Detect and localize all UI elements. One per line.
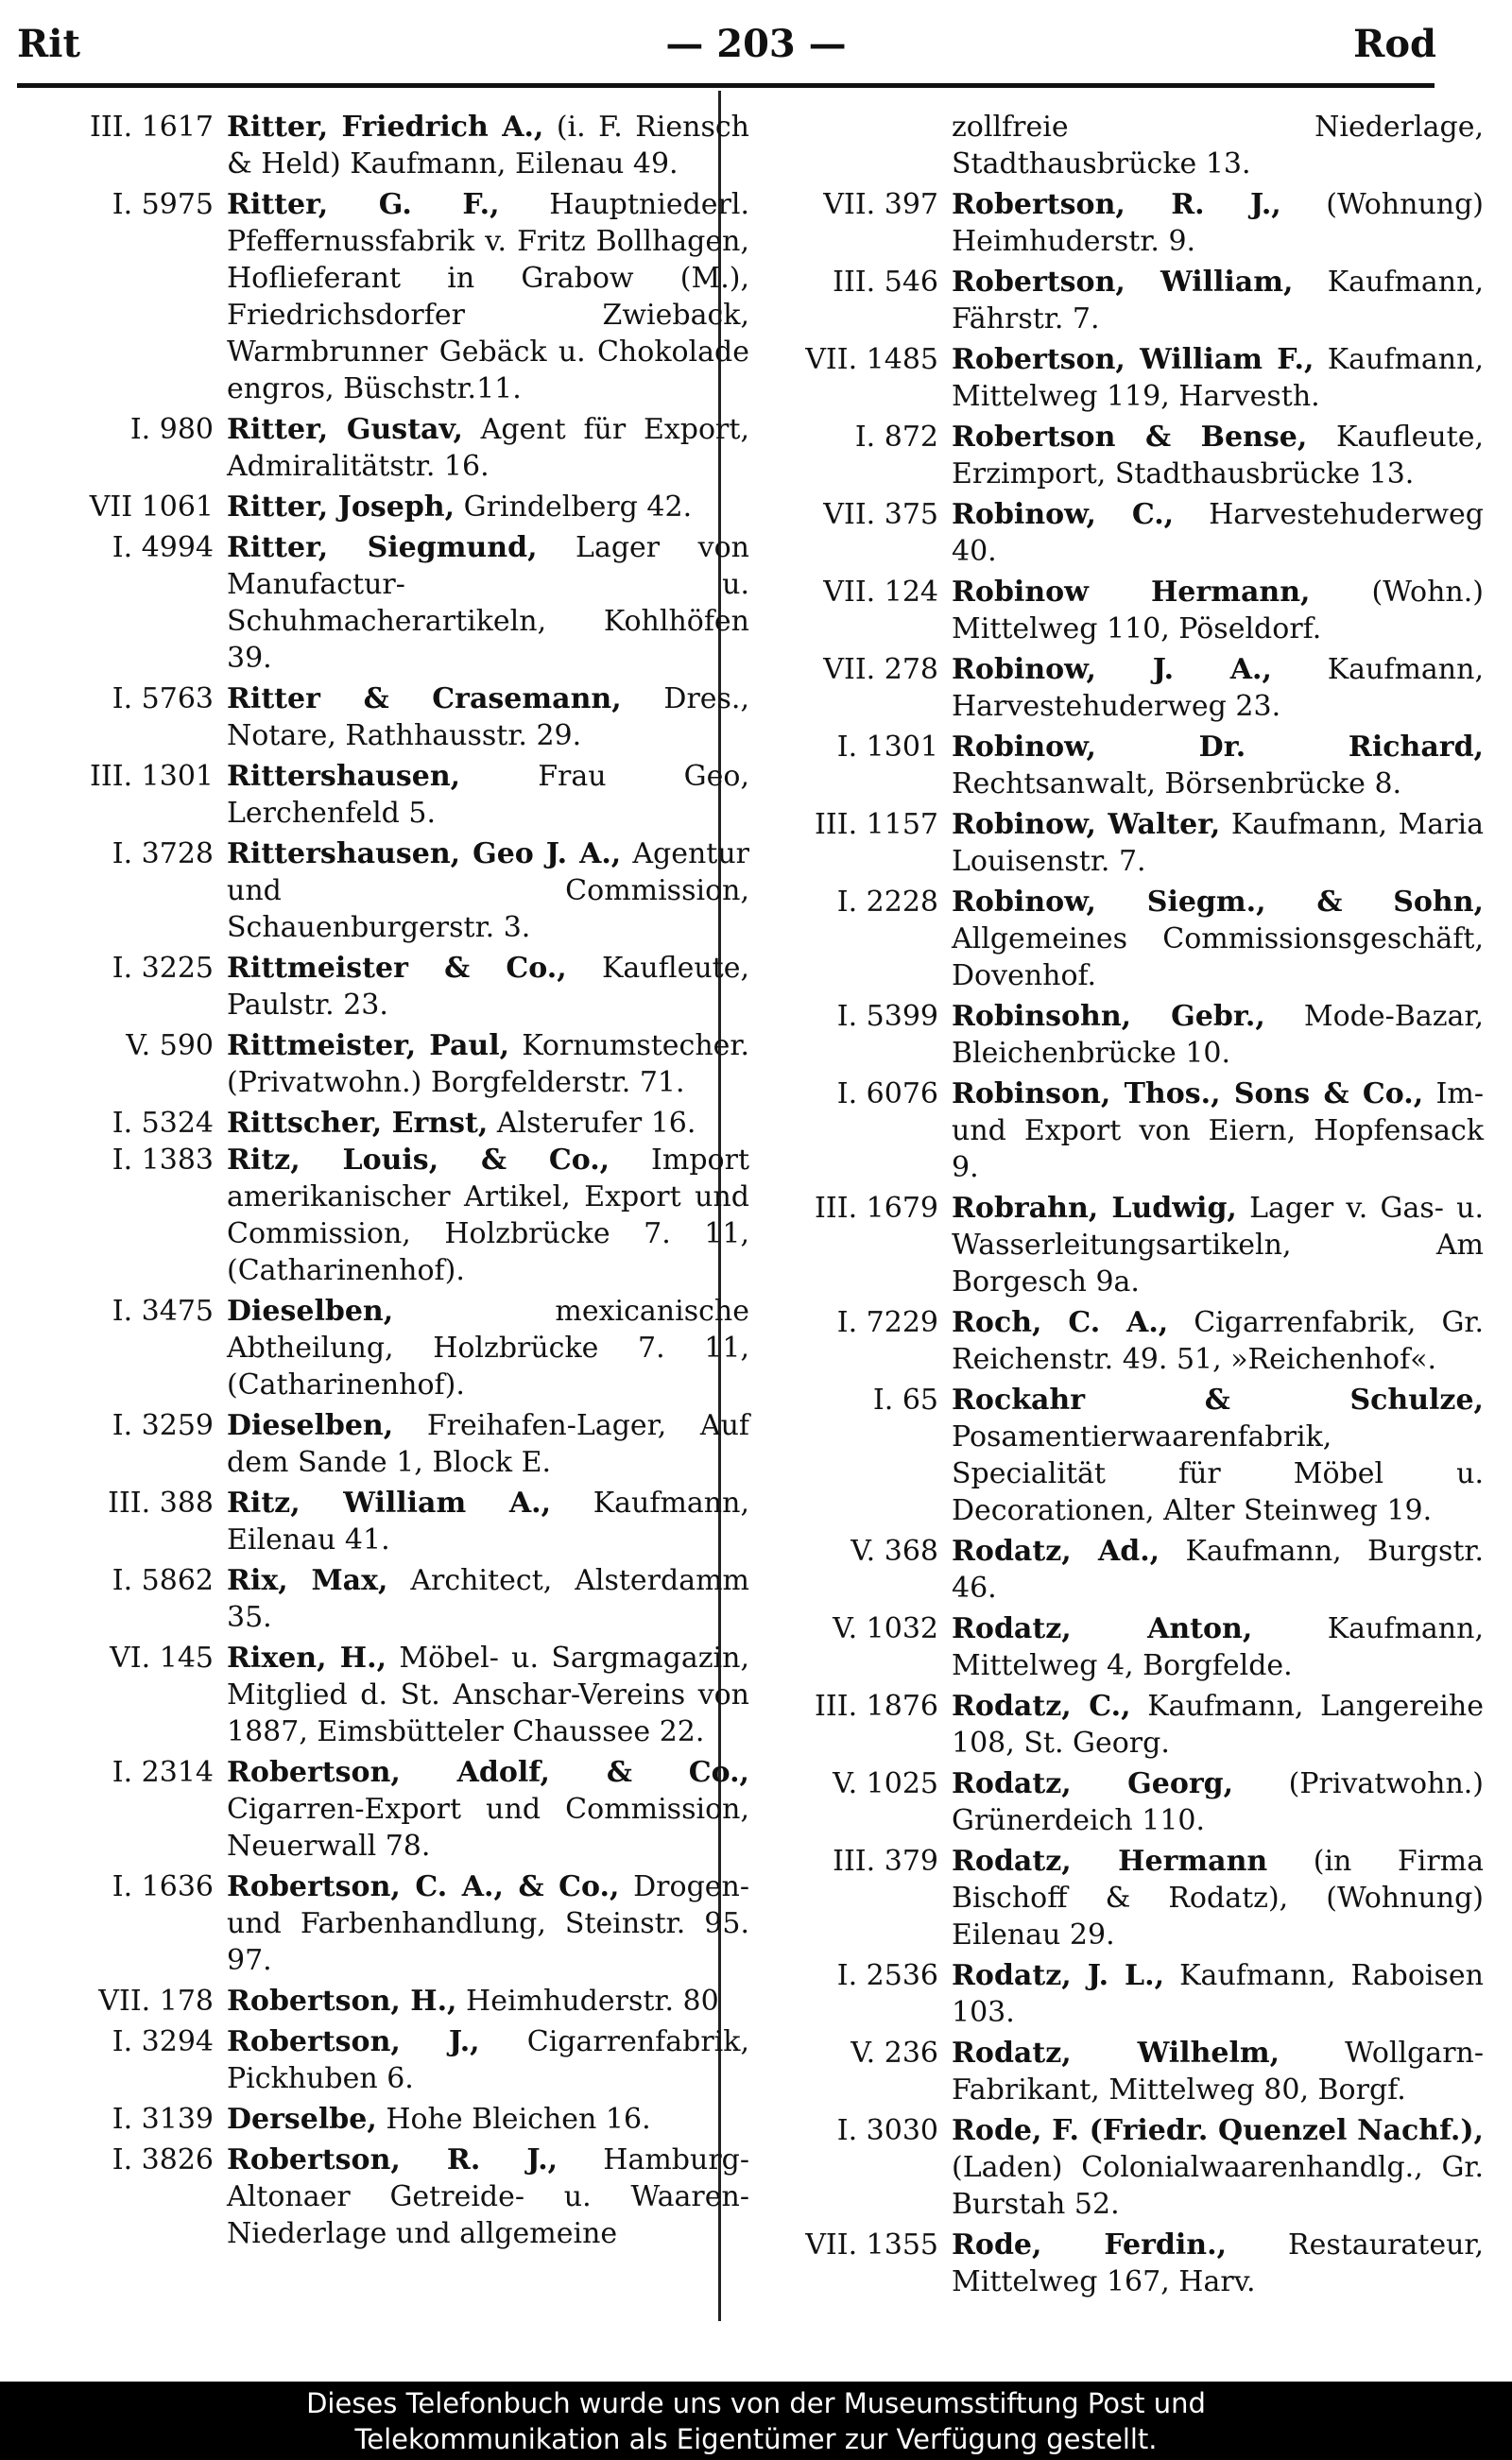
phone-number: III. 546 — [833, 266, 938, 299]
entry-text — [227, 1754, 749, 1865]
phone-number: V. 236 — [850, 2037, 938, 2070]
subscriber-name: Rodatz, Georg, — [952, 1767, 1234, 1800]
header-rule — [17, 83, 1435, 88]
subscriber-name: Derselbe, — [227, 2103, 377, 2136]
subscriber-name: Robertson, H., — [227, 1985, 457, 2018]
phone-number: VII. 278 — [823, 653, 938, 686]
subscriber-name: Robertson, Adolf, & Co., — [227, 1756, 749, 1789]
directory-entry — [17, 109, 749, 182]
subscriber-name: Ritter, Joseph, — [227, 490, 455, 524]
subscriber-details: Dres., Notare, Rathhausstr. 29. — [227, 682, 750, 752]
directory-entry — [732, 1957, 1484, 2031]
entry-text — [952, 2112, 1484, 2223]
directory-entry — [17, 529, 749, 677]
phone-number: I. 2314 — [112, 1756, 214, 1789]
subscriber-details: Kaufmann, Burgstr. 46. — [952, 1535, 1484, 1605]
directory-entry — [732, 2035, 1484, 2108]
phone-number: I. 3475 — [112, 1295, 214, 1328]
phone-number: I. 5975 — [112, 188, 214, 221]
subscriber-name: Rockahr & Schulze, — [952, 1384, 1484, 1417]
subscriber-name: Robinow, Walter, — [952, 808, 1221, 841]
subscriber-details: Architect, Alsterdamm 35. — [227, 1564, 749, 1634]
directory-entry — [732, 651, 1484, 725]
phone-number: I. 3259 — [112, 1409, 214, 1442]
entry-text — [227, 529, 749, 677]
subscriber-details: Cigarren-Export und Commission, Neuerwall 78. — [227, 1793, 749, 1863]
entry-text — [227, 2142, 749, 2252]
subscriber-details: Cigarrenfabrik, Pickhuben 6. — [227, 2025, 749, 2095]
subscriber-name: Robertson & Bense, — [952, 421, 1308, 454]
directory-entry — [17, 680, 749, 754]
subscriber-name: Rodatz, Hermann — [952, 1845, 1268, 1878]
subscriber-details: Kaufmann, Mittelweg 4, Borgfelde. — [952, 1612, 1484, 1682]
phone-number: VII. 1355 — [805, 2228, 938, 2262]
directory-entry — [732, 2112, 1484, 2223]
entry-text — [227, 1485, 749, 1558]
entry-text — [952, 186, 1484, 260]
subscriber-name: Ritz, Louis, & Co., — [227, 1144, 610, 1177]
subscriber-details: (in Firma Bischoff & Rodatz), (Wohnung) Eilenau 29. — [952, 1845, 1485, 1952]
directory-entry — [17, 2023, 749, 2097]
phone-number: III. 379 — [833, 1845, 938, 1878]
directory-entry — [17, 1754, 749, 1865]
entry-text — [952, 1382, 1484, 1529]
entry-text — [952, 1843, 1484, 1953]
subscriber-details: Lager v. Gas- u. Wasserleitungsartikeln, Am Borgesch 9a. — [952, 1192, 1484, 1299]
directory-entry — [732, 806, 1484, 880]
subscriber-details: Hauptniederl. Pfeffernussfabrik v. Fritz Bollhagen, Hoflieferant in Grabow (M.), Friedrichsdorfer Zwieback, Warmbrunner Gebäck u. Chokolade engros, Büschstr.11. — [227, 188, 749, 405]
phone-number: III. 1679 — [815, 1192, 938, 1225]
phone-number: VII. 1485 — [805, 343, 938, 376]
entry-text — [227, 489, 749, 525]
directory-entry — [17, 411, 749, 485]
phone-number: VII 1061 — [89, 490, 214, 524]
directory-entry — [17, 758, 749, 832]
entry-text — [227, 950, 749, 1024]
subscriber-name: Rix, Max, — [227, 1564, 388, 1597]
phone-number: III. 1617 — [90, 111, 214, 144]
caption-line-1: Dieses Telefonbuch wurde uns von der Museumsstiftung Post und — [306, 2387, 1206, 2419]
subscriber-details: Alsterufer 16. — [488, 1107, 696, 1140]
subscriber-name: Rode, Ferdin., — [952, 2228, 1228, 2262]
subscriber-name: Ritter, Siegmund, — [227, 531, 538, 564]
entry-text — [952, 1190, 1484, 1300]
running-head-right: Rod — [1353, 22, 1436, 66]
phone-number: V. 1025 — [833, 1767, 938, 1800]
subscriber-name: Robertson, C. A., & Co., — [227, 1870, 620, 1903]
entry-text — [227, 1105, 749, 1142]
directory-entry — [17, 1640, 749, 1750]
subscriber-name: Robinson, Thos., Sons & Co., — [952, 1077, 1424, 1110]
entry-text — [227, 2023, 749, 2097]
subscriber-name: Ritz, William A., — [227, 1487, 552, 1520]
phone-number: V. 1032 — [833, 1612, 938, 1645]
directory-entry — [732, 884, 1484, 994]
subscriber-name: Ritter, G. F., — [227, 188, 500, 221]
entry-text — [952, 264, 1484, 337]
subscriber-name: Rittershausen, Geo J. A., — [227, 837, 622, 870]
subscriber-details: mexicanische Abtheilung, Holzbrücke 7. 11, (Catharinenhof). — [227, 1295, 749, 1402]
subscriber-name: Rittmeister, Paul, — [227, 1029, 510, 1062]
phone-number: III. 1157 — [815, 808, 938, 841]
phone-number: I. 980 — [129, 413, 214, 446]
directory-entry — [732, 1190, 1484, 1300]
subscriber-name: Robertson, R. J., — [227, 2143, 558, 2176]
phone-number: V. 590 — [126, 1029, 214, 1062]
subscriber-name: Roch, C. A., — [952, 1306, 1169, 1339]
directory-entry — [17, 1293, 749, 1403]
subscriber-name: Rode, F. (Friedr. Quenzel Nachf.), — [952, 2114, 1484, 2147]
entry-text — [952, 2227, 1484, 2300]
subscriber-name: Rittershausen, — [227, 760, 461, 793]
subscriber-details: (i. F. Riensch & Held) Kaufmann, Eilenau 49. — [227, 111, 749, 181]
directory-entry — [732, 1075, 1484, 1186]
subscriber-details: Möbel- u. Sargmagazin, Mitglied d. St. Anschar-Vereins von 1887, Eimsbütteler Chaussee 22. — [227, 1642, 749, 1748]
entry-text — [227, 1293, 749, 1403]
right-column — [732, 109, 1484, 2300]
phone-number: I. 2228 — [836, 886, 938, 919]
subscriber-details: Im- und Export von Eiern, Hopfensack 9. — [952, 1077, 1484, 1184]
subscriber-details: (Wohn.) Mittelweg 110, Pöseldorf. — [952, 576, 1484, 645]
phone-number: I. 65 — [872, 1384, 938, 1417]
directory-entry — [17, 2101, 749, 2138]
phone-number: I. 3826 — [112, 2143, 214, 2176]
directory-entry — [17, 1562, 749, 1636]
phone-number: I. 872 — [854, 421, 938, 454]
entry-text — [952, 806, 1484, 880]
subscriber-name: Robinow Hermann, — [952, 576, 1311, 609]
phone-number: III. 1876 — [815, 1690, 938, 1723]
subscriber-details: Import amerikanischer Artikel, Export und Commission, Holzbrücke 7. 11, (Catharinenhof). — [227, 1144, 749, 1287]
phone-number: I. 1383 — [112, 1144, 214, 1177]
entry-text — [952, 1957, 1484, 2031]
subscriber-details: Kaufmann, Maria Louisenstr. 7. — [952, 808, 1484, 878]
directory-entry — [17, 2142, 749, 2252]
subscriber-name: Robrahn, Ludwig, — [952, 1192, 1237, 1225]
entry-text — [227, 186, 749, 407]
subscriber-details: Allgemeines Commissionsgeschäft, Dovenhof. — [952, 922, 1484, 992]
entry-text — [952, 729, 1484, 802]
phone-number: III. 388 — [108, 1487, 214, 1520]
directory-entry — [17, 1105, 749, 1142]
subscriber-details: Freihafen-Lager, Auf dem Sande 1, Block E. — [227, 1409, 749, 1479]
subscriber-name: Ritter, Friedrich A., — [227, 111, 544, 144]
phone-number: I. 1636 — [112, 1870, 214, 1903]
entry-text — [952, 1075, 1484, 1186]
subscriber-details: Agent für Export, Admiralitätstr. 16. — [227, 413, 749, 483]
subscriber-details: zollfreie Niederlage, Stadthausbrücke 13. — [952, 111, 1484, 181]
phone-number: III. 1301 — [90, 760, 214, 793]
directory-entry — [732, 341, 1484, 415]
subscriber-name: Rittmeister & Co., — [227, 952, 567, 985]
subscriber-name: Ritter, Gustav, — [227, 413, 463, 446]
entry-text — [227, 1868, 749, 1979]
phone-number: I. 4994 — [112, 531, 214, 564]
directory-entry — [17, 835, 749, 946]
subscriber-details: Kaufleute, Erzimport, Stadthausbrücke 13. — [952, 421, 1484, 490]
subscriber-name: Robertson, J., — [227, 2025, 480, 2058]
entry-text — [952, 1610, 1484, 1684]
subscriber-details: (Wohnung) Heimhuderstr. 9. — [952, 188, 1484, 258]
directory-entry — [732, 1765, 1484, 1839]
subscriber-details: Lager von Manufactur- u. Schuhmacherartikeln, Kohlhöfen 39. — [227, 531, 749, 675]
phone-number: I. 5399 — [836, 1000, 938, 1033]
directory-entry — [732, 186, 1484, 260]
directory-entry — [17, 489, 749, 525]
entry-text — [227, 2101, 749, 2138]
entry-text — [227, 1640, 749, 1750]
entry-text — [227, 411, 749, 485]
caption-line-2: Telekommunikation als Eigentümer zur Verfügung gestellt. — [354, 2423, 1158, 2455]
entry-text — [952, 109, 1484, 182]
phone-number: I. 6076 — [836, 1077, 938, 1110]
subscriber-name: Robertson, William F., — [952, 343, 1314, 376]
subscriber-details: (Laden) Colonialwaarenhandlg., Gr. Burstah 52. — [952, 2151, 1484, 2221]
subscriber-details: Kaufmann, Eilenau 41. — [227, 1487, 749, 1557]
entry-text — [952, 1688, 1484, 1762]
entry-text — [227, 1562, 749, 1636]
subscriber-name: Rodatz, Ad., — [952, 1535, 1160, 1568]
subscriber-name: Robinow, Dr. Richard, — [952, 731, 1484, 764]
entry-text — [227, 109, 749, 182]
phone-number: I. 5862 — [112, 1564, 214, 1597]
entry-text — [952, 496, 1484, 570]
phone-number: VII. 375 — [823, 498, 938, 531]
subscriber-details: Cigarrenfabrik, Gr. Reichenstr. 49. 51, »Reichenhof«. — [952, 1306, 1485, 1376]
phone-number: I. 3030 — [836, 2114, 938, 2147]
running-head-left: Rit — [17, 22, 80, 66]
subscriber-details: Kaufmann, Raboisen 103. — [952, 1959, 1484, 2029]
entry-text — [952, 574, 1484, 647]
phone-number: I. 3225 — [112, 952, 214, 985]
entry-text — [952, 998, 1484, 1072]
subscriber-name: Rodatz, Anton, — [952, 1612, 1253, 1645]
phone-number: V. 368 — [850, 1535, 938, 1568]
directory-entry — [17, 186, 749, 407]
directory-entry — [732, 1843, 1484, 1953]
subscriber-details: Posamentierwaarenfabrik, Specialität für Möbel u. Decorationen, Alter Steinweg 19. — [952, 1420, 1484, 1527]
page-number: — 203 — — [665, 22, 847, 66]
subscriber-name: Dieselben, — [227, 1409, 394, 1442]
directory-entry — [732, 1533, 1484, 1607]
entry-text — [952, 651, 1484, 725]
directory-entry — [17, 1485, 749, 1558]
directory-entry — [732, 2227, 1484, 2300]
subscriber-details: Grindelberg 42. — [455, 490, 693, 524]
subscriber-details: Frau Geo, Lerchenfeld 5. — [227, 760, 749, 830]
entry-text — [952, 2035, 1484, 2108]
ownership-caption — [0, 2382, 1512, 2460]
subscriber-details: Kaufmann, Harvestehuderweg 23. — [952, 653, 1484, 723]
subscriber-details: Heimhuderstr. 80 — [456, 1985, 719, 2018]
subscriber-name: Rodatz, C., — [952, 1690, 1131, 1723]
entry-text — [227, 1983, 749, 2020]
entry-text — [227, 835, 749, 946]
left-column — [17, 109, 749, 2252]
directory-entry — [732, 574, 1484, 647]
directory-entry — [17, 1142, 749, 1289]
directory-entry — [17, 950, 749, 1024]
subscriber-name: Robertson, William, — [952, 266, 1294, 299]
subscriber-details: Mode-Bazar, Bleichenbrücke 10. — [952, 1000, 1484, 1070]
directory-entry — [732, 729, 1484, 802]
directory-entry — [732, 419, 1484, 492]
subscriber-details: Hohe Bleichen 16. — [376, 2103, 651, 2136]
directory-entry — [732, 264, 1484, 337]
directory-entry — [732, 109, 1484, 182]
subscriber-details: Wollgarn-Fabrikant, Mittelweg 80, Borgf. — [952, 2037, 1484, 2107]
subscriber-name: Rittscher, Ernst, — [227, 1107, 489, 1140]
subscriber-details: Kaufmann, Langereihe 108, St. Georg. — [952, 1690, 1484, 1760]
subscriber-details: Kaufmann, Mittelweg 119, Harvesth. — [952, 343, 1484, 413]
entry-text — [227, 1027, 749, 1101]
phone-number: I. 3139 — [112, 2103, 214, 2136]
phone-number: I. 5324 — [112, 1107, 214, 1140]
subscriber-name: Robinow, J. A., — [952, 653, 1272, 686]
subscriber-details: Rechtsanwalt, Börsenbrücke 8. — [952, 767, 1402, 800]
phone-number: VII. 124 — [823, 576, 938, 609]
directory-entry — [732, 1304, 1484, 1378]
subscriber-name: Robinow, C., — [952, 498, 1175, 531]
entry-text — [227, 1407, 749, 1481]
directory-entry — [732, 1610, 1484, 1684]
directory-entry — [732, 1688, 1484, 1762]
subscriber-details: Drogen- und Farbenhandlung, Steinstr. 95. 97. — [227, 1870, 749, 1977]
subscriber-name: Robinsohn, Gebr., — [952, 1000, 1265, 1033]
phone-number: I. 5763 — [112, 682, 214, 715]
subscriber-details: Harvestehuderweg 40. — [952, 498, 1484, 568]
phone-number: VII. 397 — [823, 188, 938, 221]
subscriber-name: Robinow, Siegm., & Sohn, — [952, 886, 1484, 919]
directory-entry — [732, 998, 1484, 1072]
phone-number: I. 7229 — [836, 1306, 938, 1339]
subscriber-name: Dieselben, — [227, 1295, 394, 1328]
entry-text — [952, 1765, 1484, 1839]
directory-entry — [17, 1983, 749, 2020]
subscriber-name: Ritter & Crasemann, — [227, 682, 622, 715]
entry-text — [952, 1304, 1484, 1378]
phone-number: VI. 145 — [110, 1642, 214, 1675]
entry-text — [952, 419, 1484, 492]
subscriber-name: Rixen, H., — [227, 1642, 387, 1675]
directory-entry — [732, 1382, 1484, 1529]
phone-number: I. 2536 — [836, 1959, 938, 1992]
subscriber-details: Restaurateur, Mittelweg 167, Harv. — [952, 2228, 1484, 2298]
subscriber-details: Kaufleute, Paulstr. 23. — [227, 952, 749, 1022]
entry-text — [952, 884, 1484, 994]
phone-number: VII. 178 — [98, 1985, 214, 2018]
subscriber-details: Agentur und Commission, Schauenburgerstr. 3. — [227, 837, 749, 944]
subscriber-details: Kornumstecher. (Privatwohn.) Borgfelderstr. 71. — [227, 1029, 749, 1099]
phone-number: I. 3294 — [112, 2025, 214, 2058]
entry-text — [227, 1142, 749, 1289]
subscriber-name: Rodatz, Wilhelm, — [952, 2037, 1280, 2070]
entry-text — [952, 1533, 1484, 1607]
directory-entry — [17, 1868, 749, 1979]
subscriber-name: Robertson, R. J., — [952, 188, 1281, 221]
subscriber-details: Kaufmann, Fährstr. 7. — [952, 266, 1484, 335]
directory-entry — [17, 1407, 749, 1481]
subscriber-details: (Privatwohn.) Grünerdeich 110. — [952, 1767, 1484, 1837]
directory-entry — [732, 496, 1484, 570]
subscriber-details: Hamburg-Altonaer Getreide- u. Waaren-Niederlage und allgemeine — [227, 2143, 749, 2250]
entry-text — [227, 680, 749, 754]
directory-entry — [17, 1027, 749, 1101]
phone-number: I. 3728 — [112, 837, 214, 870]
entry-text — [952, 341, 1484, 415]
phone-number: I. 1301 — [836, 731, 938, 764]
entry-text — [227, 758, 749, 832]
subscriber-name: Rodatz, J. L., — [952, 1959, 1165, 1992]
